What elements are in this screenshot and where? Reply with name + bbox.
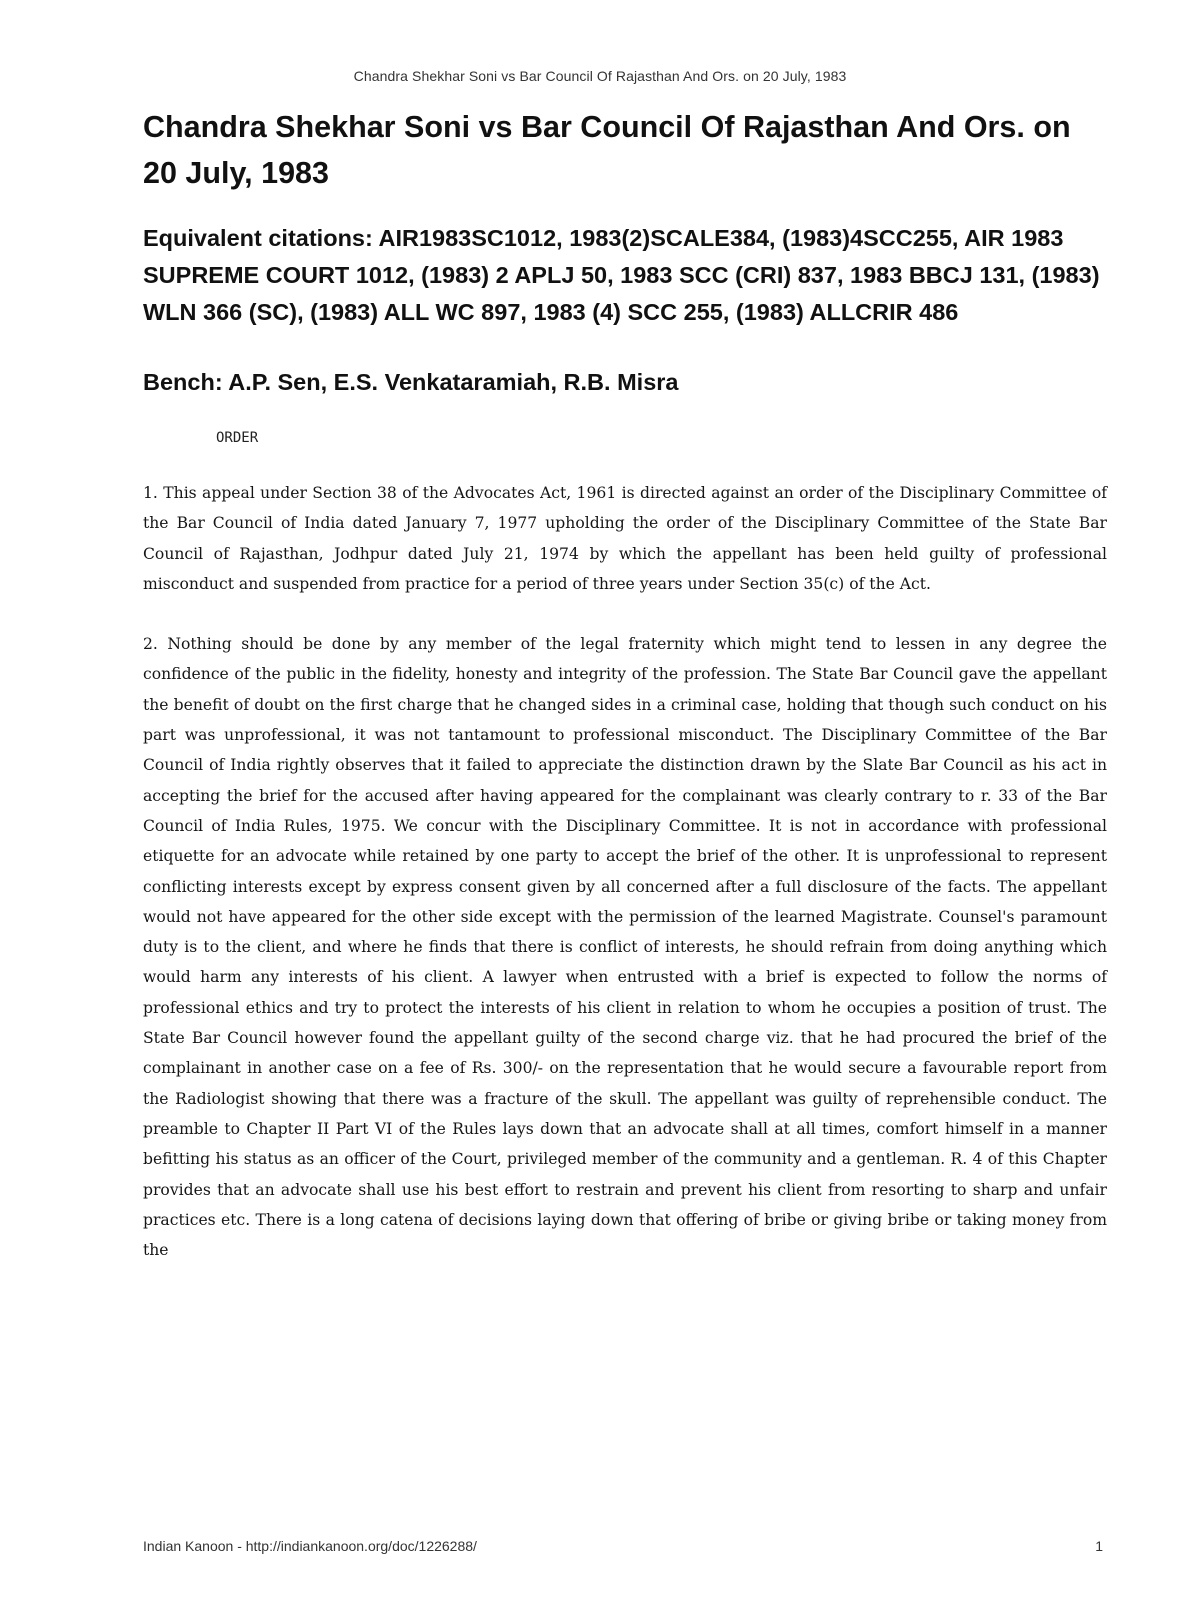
running-footer (143, 1538, 1107, 1554)
paragraph-2: 2. Nothing should be done by any member of the legal fraternity which might tend to lessen in any degree the confidence of the public in the fidelity, honesty and integrity of the profession. The State Bar Council gave the appellant the benefit of doubt on the first charge that he changed sides in a criminal case, holding that though such conduct on his part was unprofessional, it was not tantamount to professional misconduct. The Disciplinary Committee of the Bar Council of India rightly observes that it failed to appreciate the distinction drawn by the Slate Bar Council as his act in accepting the brief for the accused after having appeared for the complainant was clearly contrary to r. 33 of the Bar Council of India Rules, 1975. We concur with the Disciplinary Committee. It is not in accordance with professional etiquette for an advocate while retained by one party to accept the brief of the other. It is unprofessional to represent conflicting interests except by express consent given by all concerned after a full disclosure of the facts. The appellant would not have appeared for the other side except with the permission of the learned Magistrate. Counsel's paramount duty is to the client, and where he finds that there is conflict of interests, he should refrain from doing anything which would harm any interests of his client. A lawyer when entrusted with a brief is expected to follow the norms of professional ethics and try to protect the interests of his client in relation to whom he occupies a position of trust. The State Bar Council however found the appellant guilty of the second charge viz. that he had procured the brief of the complainant in another case on a fee of Rs. 300/- on the representation that he would secure a favourable report from the Radiologist showing that there was a fracture of the skull. The appellant was guilty of reprehensible conduct. The preamble to Chapter II Part VI of the Rules lays down that an advocate shall at all times, comfort himself in a manner befitting his status as an officer of the Court, privileged member of the community and a gentleman. R. 4 of this Chapter provides that an advocate shall use his best effort to restrain and prevent his client from resorting to sharp and unfair practices etc. There is a long catena of decisions laying down that offering of bribe or giving bribe or taking money from the (143, 635, 1107, 1260)
page-number: 1 (1095, 1538, 1103, 1554)
footer-source-link[interactable]: Indian Kanoon - http://indiankanoon.org/doc/1226288/ (143, 1538, 477, 1554)
bench: Bench: A.P. Sen, E.S. Venkataramiah, R.B. Misra (143, 369, 679, 395)
order-label: ORDER (216, 430, 259, 446)
document-title: Chandra Shekhar Soni vs Bar Council Of Rajasthan And Ors. on 20 July, 1983 (143, 110, 1071, 190)
equivalent-citations: Equivalent citations: AIR1983SC1012, 1983(2)SCALE384, (1983)4SCC255, AIR 1983 SUPREME COURT 1012, (1983) 2 APLJ 50, 1983 SCC (CRI) 837, 1983 BBCJ 131, (1983) WLN 366 (SC), (1983) ALL WC 897, 1983 (4) SCC 255, (1983) ALLCRIR 486 (143, 225, 1100, 325)
paragraph-1: 1. This appeal under Section 38 of the Advocates Act, 1961 is directed against an order of the Disciplinary Committee of the Bar Council of India dated January 7, 1977 upholding the order of the Disciplinary Committee of the State Bar Council of Rajasthan, Jodhpur dated July 21, 1974 by which the appellant has been held guilty of professional misconduct and suspended from practice for a period of three years under Section 35(c) of the Act. (143, 484, 1107, 593)
running-header: Chandra Shekhar Soni vs Bar Council Of Rajasthan And Ors. on 20 July, 1983 (353, 68, 847, 84)
document-body (143, 104, 1107, 1265)
